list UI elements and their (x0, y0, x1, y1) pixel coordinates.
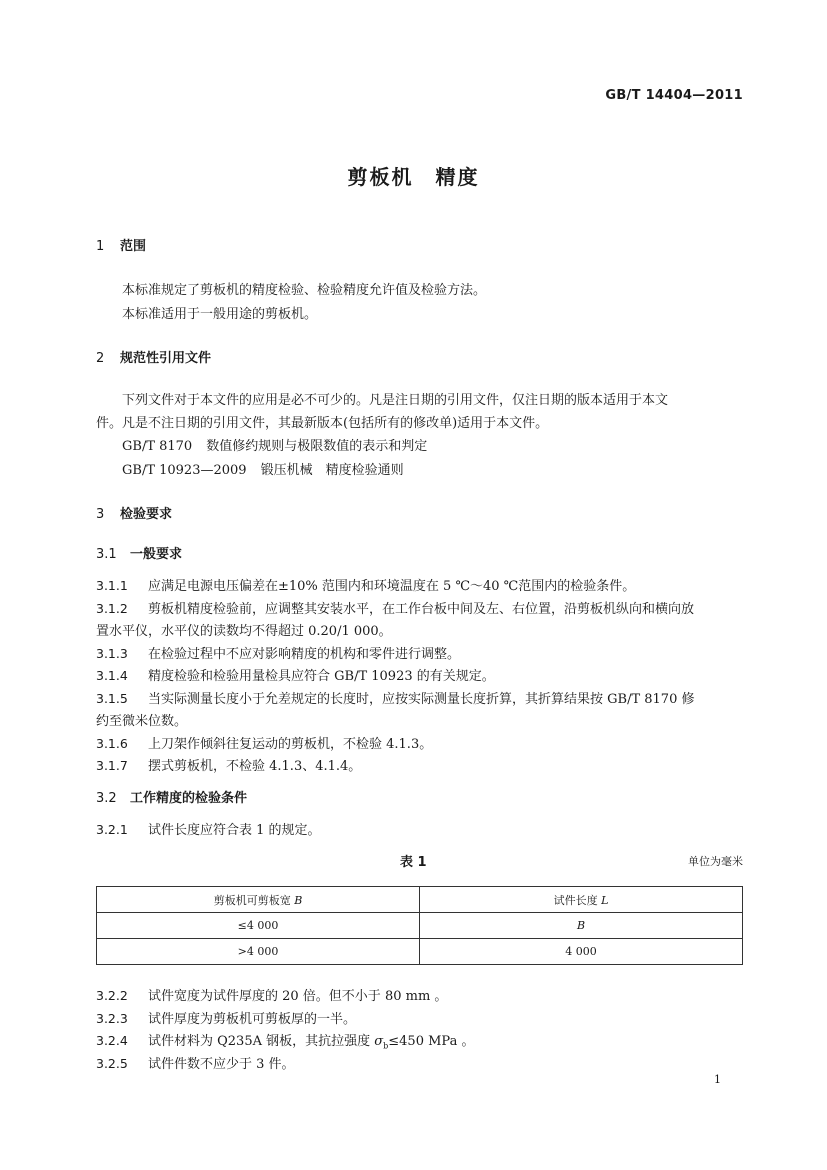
paragraph-continuation: 件。凡是不注日期的引用文件，其最新版本(包括所有的修改单)适用于本文件。 (96, 416, 549, 431)
reference-title: 锻压机械 精度检验通则 (260, 463, 404, 478)
paragraph: 本标准适用于一般用途的剪板机。 (122, 307, 318, 322)
clause-3-1-7 (96, 755, 361, 774)
reference-code: GB/T 10923—2009 (122, 463, 247, 478)
table-cell: 4 000 (420, 939, 743, 965)
reference-code: GB/T 8170 (122, 439, 193, 454)
clause-text: 应满足电源电压偏差在±10% 范围内和环境温度在 5 ℃～40 ℃范围内的检验条件。 (148, 579, 636, 594)
clause-text: 试件厚度为剪板机可剪板厚的一半。 (148, 1012, 357, 1027)
paragraph: 本标准规定了剪板机的精度检验、检验精度允许值及检验方法。 (122, 283, 487, 298)
section-1-heading (96, 235, 146, 254)
section-number: 2 (96, 351, 105, 366)
clause-text: 精度检验和检验用量检具应符合 GB/T 10923 的有关规定。 (148, 669, 495, 684)
clause-text: 试件件数不应少于 3 件。 (148, 1057, 295, 1072)
section-title: 检验要求 (120, 507, 173, 522)
reference-title: 数值修约规则与极限数值的表示和判定 (206, 439, 428, 454)
clause-number: 3.1.5 (96, 691, 128, 706)
subsection-3-2-heading (96, 787, 247, 806)
clause-text: 试件长度应符合表 1 的规定。 (148, 823, 321, 838)
clause-text: 试件宽度为试件厚度的 20 倍。但不小于 80 mm 。 (148, 989, 448, 1004)
normative-reference (122, 459, 404, 478)
section-title: 工作精度的检验条件 (130, 791, 248, 806)
section-3-heading (96, 503, 172, 522)
page-number: 1 (714, 1073, 721, 1086)
clause-continuation: 约至微米位数。 (96, 714, 188, 729)
clause-3-1-6 (96, 733, 432, 752)
section-number: 1 (96, 239, 105, 254)
section-title: 规范性引用文件 (120, 351, 212, 366)
section-number: 3 (96, 507, 105, 522)
clause-3-1-5 (96, 688, 694, 707)
clause-number: 3.1.1 (96, 578, 128, 593)
normative-reference (122, 435, 427, 454)
document-title: 剪板机 精度 (347, 165, 480, 189)
clause-number: 3.1.6 (96, 736, 128, 751)
clause-number: 3.2.2 (96, 988, 128, 1003)
clause-3-2-5 (96, 1053, 295, 1072)
table-header-cell: 试件长度 L (420, 887, 743, 913)
table-row (97, 939, 743, 965)
section-2-heading (96, 347, 211, 366)
clause-number: 3.2.1 (96, 822, 128, 837)
clause-3-2-1 (96, 819, 321, 838)
table-row (97, 913, 743, 939)
clause-3-2-2 (96, 985, 447, 1004)
section-number: 3.1 (96, 547, 117, 562)
clause-3-2-3 (96, 1008, 356, 1027)
section-title: 一般要求 (130, 547, 183, 562)
clause-number: 3.1.2 (96, 601, 128, 616)
table-cell: B (420, 913, 743, 939)
clause-3-1-2 (96, 598, 694, 617)
clause-continuation: 置水平仪，水平仪的读数均不得超过 0.20/1 000。 (96, 624, 392, 639)
section-title: 范围 (120, 239, 147, 254)
clause-3-2-4 (96, 1030, 474, 1051)
table-header-row (97, 887, 743, 913)
clause-number: 3.1.4 (96, 668, 128, 683)
specimen-length-table (96, 886, 743, 965)
clause-number: 3.1.7 (96, 758, 128, 773)
clause-number: 3.2.3 (96, 1011, 128, 1026)
paragraph: 下列文件对于本文件的应用是必不可少的。凡是注日期的引用文件，仅注日期的版本适用于本文 (122, 393, 669, 408)
clause-number: 3.2.4 (96, 1033, 128, 1048)
table-unit-note: 单位为毫米 (688, 855, 743, 868)
clause-number: 3.1.3 (96, 646, 128, 661)
clause-3-1-1 (96, 575, 635, 594)
clause-text: 上刀架作倾斜往复运动的剪板机，不检验 4.1.3。 (148, 737, 433, 752)
subsection-3-1-heading (96, 543, 182, 562)
clause-3-1-4 (96, 665, 495, 684)
table-cell: ≤4 000 (97, 913, 420, 939)
clause-text: 当实际测量长度小于允差规定的长度时，应按实际测量长度折算，其折算结果按 GB/T 8170 修 (148, 692, 695, 707)
table-header-cell: 剪板机可剪板宽 B (97, 887, 420, 913)
clause-text: 摆式剪板机，不检验 4.1.3、4.1.4。 (148, 759, 362, 774)
table-caption: 表 1 (400, 855, 427, 870)
clause-text: 试件材料为 Q235A 钢板，其抗拉强度 $\sigma_b\le 450$ MPa 。 (148, 1034, 475, 1051)
clause-number: 3.2.5 (96, 1056, 128, 1071)
table-cell: >4 000 (97, 939, 420, 965)
clause-text: 在检验过程中不应对影响精度的机构和零件进行调整。 (148, 647, 461, 662)
section-number: 3.2 (96, 791, 117, 806)
clause-text: 剪板机精度检验前，应调整其安装水平，在工作台板中间及左、右位置，沿剪板机纵向和横向放 (148, 602, 695, 617)
standard-code: GB/T 14404—2011 (605, 88, 743, 103)
clause-3-1-3 (96, 643, 460, 662)
